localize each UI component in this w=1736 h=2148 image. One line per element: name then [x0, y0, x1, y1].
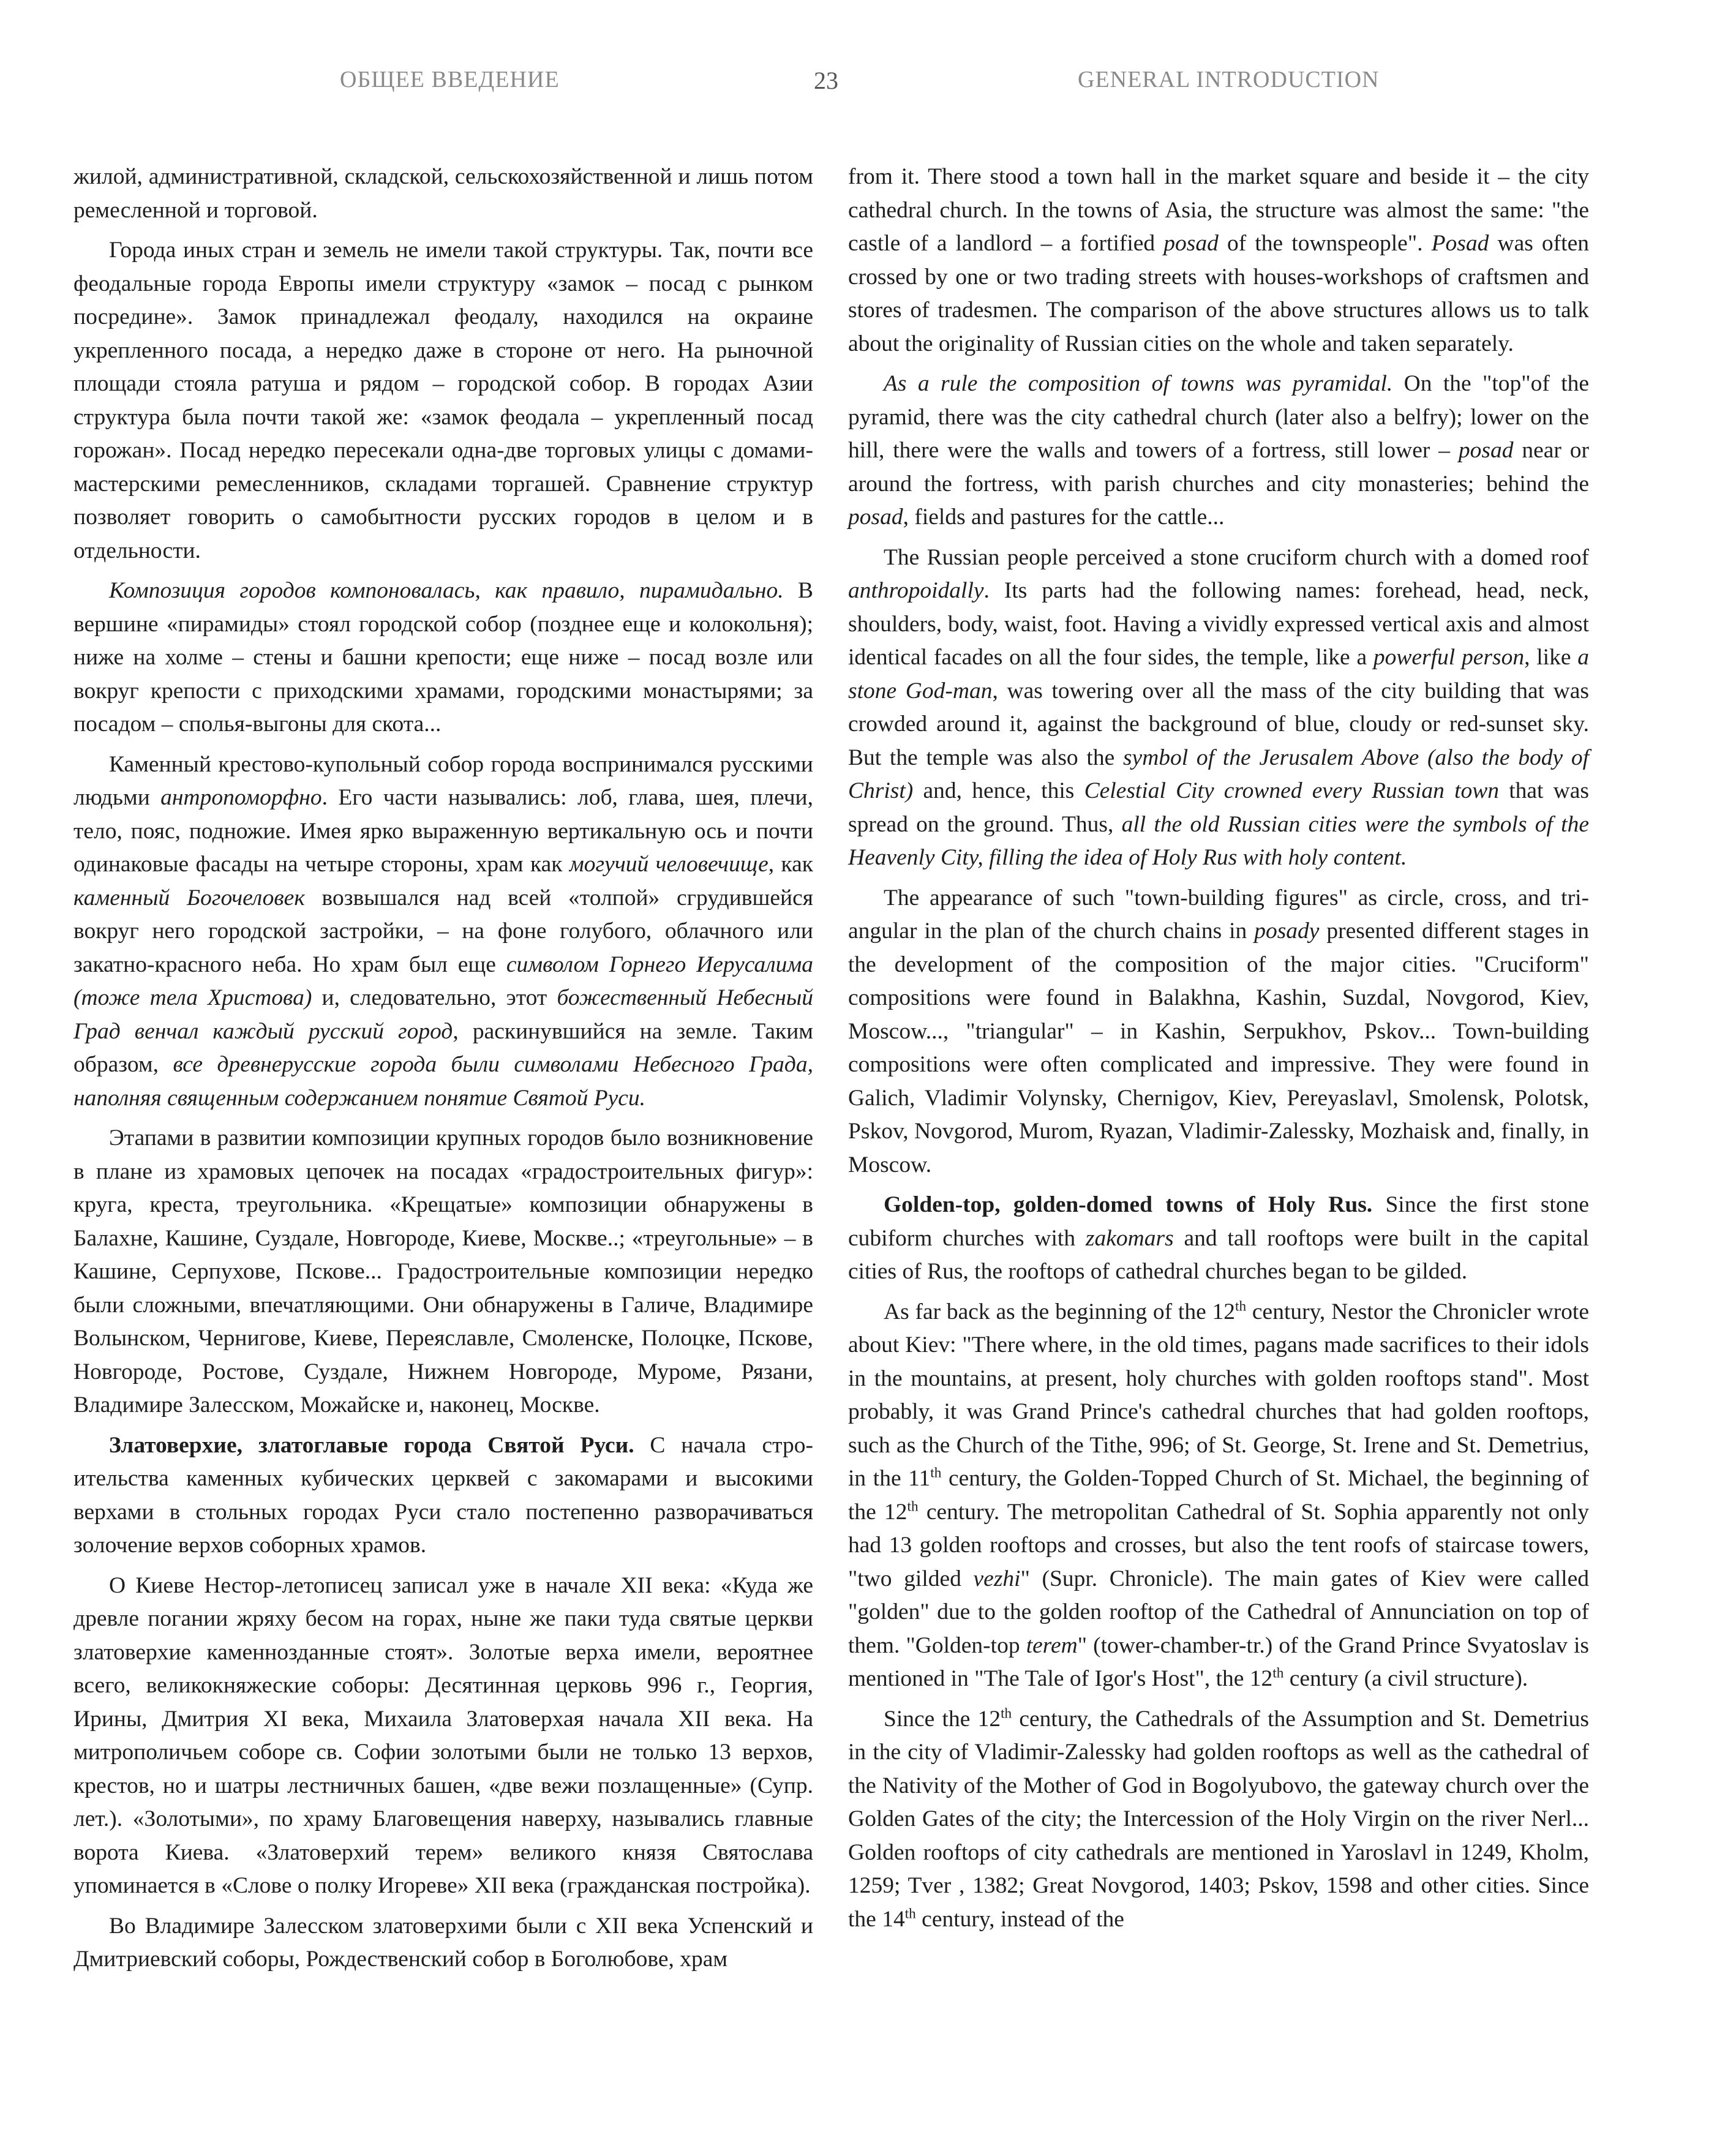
- en-paragraph-7: Since the 12th century, the Cathedrals of the Assumption and St. Demetrius in the city of Vladimir-Zalessky had golden rooftops as well as the cathedral of the Nativity of the Mother of God in Bogolyubovo, the gateway church over the Golden Gates of the city; the Intercession of the Holy Virgin on the river Nerl... Golden rooftops of city cathedrals are mentioned in Yaroslavl in 1249, Kholm, 1259; Tver , 1382; Great Novgorod, 1403; Pskov, 1598 and other cities. Since the 14th century, instead of the: [848, 1705, 1589, 1932]
- russian-column: [73, 160, 813, 1977]
- ru-paragraph-4: Каменный крестово-купольный собор города воспринимался русскими людьми антропоморфно. Его части назывались: лоб, глава, шея, плечи, тело, пояс, подножие. Имея ярко выраженную вертикальную ось и почти одинаковые фасады на четыре стороны, храм как могучий человечище, как каменный Богочеловек возвышался над всей «толпой» сгрудившейся вокруг него городской застройки, – на фоне голубого, облачного или закатно-красного неба. Но храм был еще символом Горнего Иерусалима (тоже тела Христова) и, следовательно, этот божественный Небесный Град венчал каждый русский город, раскинувшийся на земле. Таким образом, все древнерусские города были символами Небесного Града, наполняя священным содержанием понятие Святой Руси.: [73, 751, 814, 1111]
- en-paragraph-2: As a rule the composition of towns was pyramidal. On the "top"of the pyramid, there was the city cathedral church (later also a belfry); lower on the hill, there were the walls and towers of a fortress, still lower – posad near or around the fortress, with parish churches and city monasteries; behind the posad, fields and pastures for the cattle...: [848, 371, 1590, 530]
- page-number: 23: [814, 67, 838, 94]
- ru-paragraph-7: О Киеве Нестор-летописец записал уже в начале XII века: «Куда же древле погании жряху бесом на горах, ныне же паки туда святые церкви златоверхие каменнозданные стоят». Золотые верха имели, вероятнее всего, великокняжеские соборы: Десятинная церковь 996 г., Георгия, Ирины, Дмитрия XI века, Михаила Златоверхая начала XII века. На митрополичьем соборе св. Софии золотыми были не только 13 верхов, крестов, но и шатры лестничных башен, «две вежи позлащенные» (Супр. лет.). «Золотыми», по храму Благовещения наверху, назывались главные ворота Киева. «Златоверхий терем» великого князя Святослава упоминается в «Слове о полку Игореве» XII века (гражданская постройка).: [73, 1572, 813, 1898]
- en-paragraph-5: Golden-top, golden-domed towns of Holy Rus. Since the first stone cubiform churches with zakomars and tall rooftops were built in the capital cities of Rus, the rooftops of cathedral churches began to be gilded.: [848, 1192, 1589, 1284]
- ru-paragraph-3: Композиция городов компоновалась, как правило, пирамидально. В вершине «пирамиды» стоял городской собор (позднее еще и колокольня); ниже на холме – стены и башни крепости; еще ниже – посад возле или вокруг крепости с приходскими храмами, городскими монастырями; за посадом – сполья-выгоны для скота...: [73, 578, 813, 737]
- english-column: [848, 160, 1589, 1936]
- ru-paragraph-8: Во Владимире Залесском златоверхими были с XII века Успенский и Дмитриевский соборы, Рождественский собор в Боголюбове, храм: [73, 1913, 813, 1972]
- ru-paragraph-6: Златоверхие, златоглавые города Святой Руси. С начала строительства каменных кубических церквей с закомарами и высокими верхами в стольных городах Руси стало постепенно разворачиваться золочение верхов соборных храмов.: [73, 1432, 813, 1558]
- en-paragraph-6: As far back as the beginning of the 12th century, Nestor the Chronicler wrote about Kiev: "There where, in the old times, pagans made sacrifices to their idols in the mountains, at present, holy churches with golden rooftops stand". Most probably, it was Grand Prince's cathedral churches that had golden rooftops, such as the Church of the Tithe, 996; of St. George, St. Irene and St. Demetrius, in the 11th century, the Golden-Topped Church of St. Michael, the beginning of the 12th century. The metropolitan Cathedral of St. Sophia apparently not only had 13 golden rooftops and crosses, but also the tent roofs of staircase towers, "two gilded vezhi" (Supr. Chronicle). The main gates of Kiev were called "golden" due to the golden rooftop of the Cathedral of Annunciation on top of them. "Golden-top terem" (tower-chamber-tr.) of the Grand Prince Svyatoslav is mentioned in "The Tale of Igor's Host", the 12th century (a civil structure).: [848, 1298, 1590, 1691]
- ru-section-heading: Златоверхие, златоглавые города Святой Руси.: [109, 1432, 634, 1458]
- en-paragraph-1: from it. There stood a town hall in the market square and beside it – the city cathedral church. In the towns of Asia, the structure was almost the same: "the castle of a landlord – a fortified posad of the townspeople". Posad was often crossed by one or two trading streets with houses-workshops of craftsmen and stores of tradesmen. The comparison of the above structures allows us to talk about the originality of Russian cities on the whole and taken separately.: [848, 164, 1589, 356]
- running-header: [0, 66, 1736, 103]
- header-left-title: ОБЩЕЕ ВВЕДЕНИЕ: [340, 67, 560, 92]
- en-paragraph-3: The Russian people perceived a stone cruciform church with a domed roof anthropoidally. Its parts had the following names: forehead, head, neck, shoulders, body, waist, foot. Having a vividly expressed vertical axis and almost identical facades on all the four sides, the temple, like a powerful person, like a stone God-man, was towering over all the mass of the city building that was crowded around it, against the background of blue, cloudy or red-sunset sky. But the temple was also the symbol of the Jerusalem Above (also the body of Christ) and, hence, this Celestial City crowned every Russian town that was spread on the ground. Thus, all the old Russian cities were the symbols of the Heavenly City, filling the idea of Holy Rus with holy content.: [848, 544, 1590, 870]
- ru-paragraph-2: Города иных стран и земель не имели такой структуры. Так, почти все феодальные города Европы имели структуру «замок – посад с рынком посредине». Замок принадлежал феодалу, находился на окраине укрепленного посада, а нередко даже в стороне от него. На рыночной площади стояла ратуша и рядом – городской собор. В городах Азии структура была почти такой же: «замок феодала – укрепленный посад горожан». Посад нередко пересекали одна-две торговых улицы с домами-мастерскими ремесленников, складами торгашей. Сравнение структур позволяет говорить о самобытности русских городов в целом и в отдельности.: [73, 238, 813, 563]
- ru-paragraph-1: жилой, административной, складской, сельскохозяйственной и лишь потом ремесленной и торговой.: [73, 164, 813, 223]
- header-right-title: GENERAL INTRODUCTION: [1078, 67, 1380, 92]
- en-paragraph-4: The appearance of such "town-building figures" as circle, cross, and triangular in the plan of the church chains in posady presented different stages in the development of the composition of the major cities. "Cruciform" compositions were found in Balakhna, Kashin, Suzdal, Novgorod, Kiev, Moscow..., "triangular" – in Kashin, Serpukhov, Pskov... Town-building compositions were often complicated and impressive. They were found in Galich, Vladimir Volynsky, Chernigov, Kiev, Pereyaslavl, Smolensk, Polotsk, Pskov, Novgorod, Murom, Ryazan, Vladimir-Zalessky, Mozhaisk and, finally, in Moscow.: [848, 885, 1589, 1177]
- ru-paragraph-5: Этапами в развитии композиции крупных городов было возникновение в плане из храмовых цепочек на посадах «градостроительных фигур»: круга, креста, треугольника. «Крещатые» композиции обнаружены в Балахне, Кашине, Суздале, Новгороде, Киеве, Москве..; «треугольные» – в Кашине, Серпухове, Пскове... Градостроительные композиции нередко были сложными, впечатляющими. Они обнаружены в Галиче, Владимире Волынском, Чернигове, Киеве, Переяславле, Смоленске, Полоцке, Пскове, Новгороде, Ростове, Суздале, Нижнем Новгороде, Муроме, Рязани, Владимире Залесском, Можайске и, наконец, Москве.: [73, 1125, 813, 1418]
- en-section-heading: Golden-top, golden-domed towns of Holy Rus.: [884, 1192, 1373, 1217]
